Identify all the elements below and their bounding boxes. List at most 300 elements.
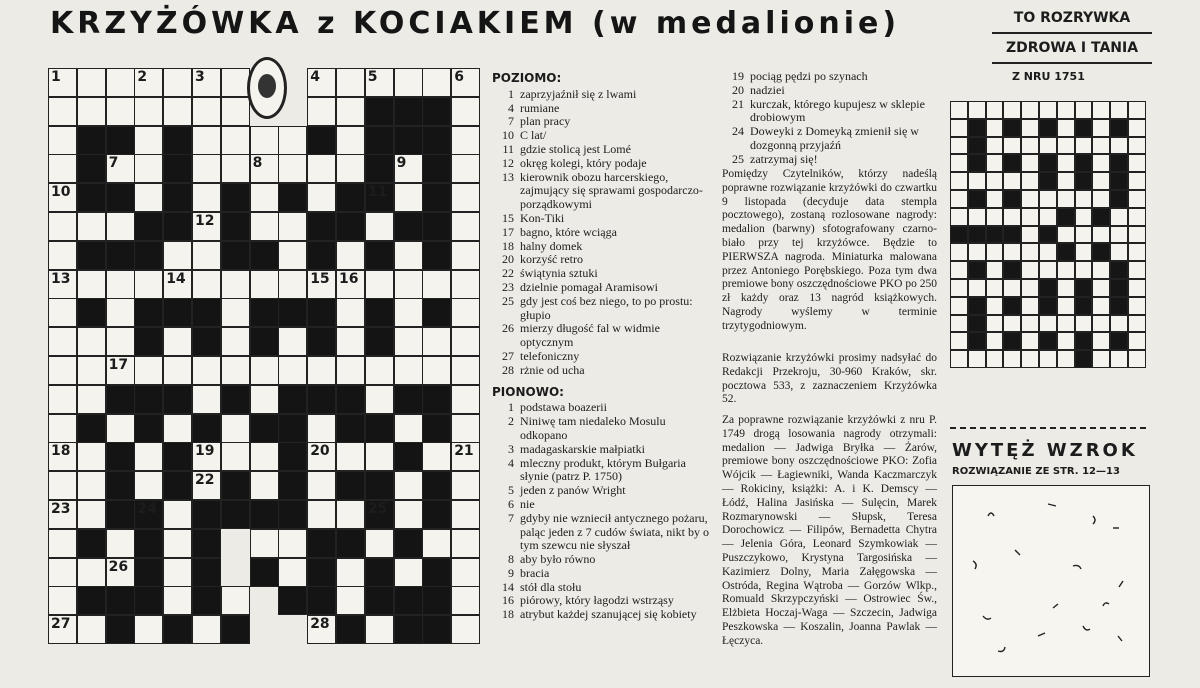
solution-cell: [950, 208, 968, 226]
grid-cell[interactable]: [250, 529, 279, 558]
grid-cell: [394, 212, 423, 241]
grid-number: 1: [51, 69, 61, 85]
grid-cell[interactable]: [134, 154, 163, 183]
grid-cell[interactable]: [192, 183, 221, 212]
solution-cell: [950, 119, 968, 137]
grid-cell[interactable]: [422, 356, 451, 385]
solution-cell: [968, 119, 986, 137]
grid-cell[interactable]: [48, 529, 77, 558]
tagline-line: TO ROZRYWKA: [992, 4, 1152, 34]
grid-cell[interactable]: [422, 442, 451, 471]
solution-cell: [1075, 315, 1093, 333]
solution-cell: [1057, 208, 1075, 226]
grid-cell: [336, 471, 365, 500]
grid-cell[interactable]: [192, 615, 221, 644]
grid-cell[interactable]: [134, 471, 163, 500]
grid-cell[interactable]: [394, 68, 423, 97]
solution-cell: [968, 172, 986, 190]
solution-cell: [1110, 243, 1128, 261]
clue-item: [492, 581, 714, 595]
grid-number: 22: [195, 472, 215, 489]
grid-cell[interactable]: [106, 97, 135, 126]
grid-cell[interactable]: [134, 126, 163, 155]
clue-number: 13: [502, 169, 514, 184]
grid-cell[interactable]: [278, 241, 307, 270]
grid-cell[interactable]: [451, 385, 480, 414]
solution-cell: [986, 190, 1004, 208]
grid-cell: [77, 414, 106, 443]
grid-cell[interactable]: [77, 442, 106, 471]
clue-number: 24: [732, 124, 744, 139]
grid-cell[interactable]: [250, 442, 279, 471]
grid-cell[interactable]: [278, 154, 307, 183]
grid-cell: [221, 558, 250, 587]
clue-number: 22: [502, 266, 514, 281]
solution-cell: [986, 208, 1004, 226]
clue-item: [492, 240, 714, 254]
grid-cell: [250, 241, 279, 270]
grid-cell[interactable]: [221, 356, 250, 385]
grid-cell[interactable]: [134, 356, 163, 385]
grid-cell[interactable]: [77, 212, 106, 241]
solution-cell: [1057, 119, 1075, 137]
clue-item: [722, 70, 937, 84]
clue-number: 8: [508, 552, 514, 567]
grid-cell[interactable]: [106, 298, 135, 327]
grid-cell[interactable]: [307, 97, 336, 126]
winners-list: Za poprawne rozwiązanie krzyżówki z nru P. 1749 drogą losowania nagrody otrzymali: medalion — Jadwiga Bryłka — Żarów, premiowe bony oszczędnościowe PKO: Zofia Wójcik — Łagiewniki, Wanda Kaczmarczyk — Rokiciny, książki: A. i K. Demscy — Łódź, Halina Jasińska — Sulęcin, Marek Rozmarynowski — Słupsk, Teresa Dorochowicz — Filipów, Bernadetta Chytra — Jelenia Góra, Leonard Szymkowiak — Puszczykowo, Krystyna Targosińska — Kazimierz Dolny, Maria Załęgowska — Ostróda, Regina Wątroba — Gorzów Wlkp., Romuald Skrzypczyński — Ostrowiec Św., Elżbieta Hoczaj-Waga — Szczecin, Jadwiga Peszkowska — Koszalin, Joanna Pawlak — Łęczyca.: [722, 414, 937, 647]
grid-cell[interactable]: [365, 615, 394, 644]
grid-cell[interactable]: [250, 471, 279, 500]
grid-cell[interactable]: [48, 154, 77, 183]
grid-cell[interactable]: [134, 615, 163, 644]
grid-cell[interactable]: [134, 97, 163, 126]
solution-cell: [1128, 208, 1146, 226]
grid-cell[interactable]: [394, 327, 423, 356]
clue-text: plan pracy: [520, 114, 571, 129]
clue-text: Kon-Tiki: [520, 210, 565, 225]
grid-cell: [192, 529, 221, 558]
grid-cell[interactable]: [221, 298, 250, 327]
clue-item: [492, 567, 714, 581]
grid-cell[interactable]: [163, 327, 192, 356]
grid-cell[interactable]: [77, 615, 106, 644]
grid-number: 23: [51, 501, 71, 517]
grid-cell[interactable]: [394, 298, 423, 327]
grid-cell[interactable]: [365, 270, 394, 299]
grid-cell[interactable]: [278, 126, 307, 155]
grid-cell[interactable]: [221, 154, 250, 183]
grid-cell[interactable]: [278, 558, 307, 587]
solution-cell: [1110, 332, 1128, 350]
grid-cell: [365, 154, 394, 183]
clue-text: telefoniczny: [520, 348, 580, 363]
grid-cell[interactable]: [336, 586, 365, 615]
grid-cell[interactable]: [336, 126, 365, 155]
grid-cell[interactable]: [307, 414, 336, 443]
grid-cell[interactable]: [192, 356, 221, 385]
solution-cell: [1021, 137, 1039, 155]
grid-cell[interactable]: [336, 241, 365, 270]
grid-cell[interactable]: [307, 500, 336, 529]
grid-cell: [336, 183, 365, 212]
clue-text: stół dla stołu: [520, 579, 582, 594]
grid-cell[interactable]: [163, 241, 192, 270]
solution-cell: [1110, 190, 1128, 208]
solution-cell: [1003, 297, 1021, 315]
clue-text: rżnie od ucha: [520, 362, 585, 377]
grid-cell: [221, 183, 250, 212]
grid-cell[interactable]: [394, 270, 423, 299]
grid-cell: [422, 154, 451, 183]
clue-text: atrybut każdej szanującej się kobiety: [520, 607, 697, 622]
clue-number: 21: [732, 96, 744, 111]
solution-cell: [968, 190, 986, 208]
grid-cell: [365, 327, 394, 356]
solution-cell: [1128, 190, 1146, 208]
grid-cell: [307, 529, 336, 558]
grid-cell[interactable]: [451, 529, 480, 558]
medallion: [247, 57, 287, 119]
grid-cell[interactable]: [221, 586, 250, 615]
solution-cell: [968, 208, 986, 226]
solution-cell: [986, 119, 1004, 137]
grid-cell: [336, 414, 365, 443]
solution-cell: [1021, 119, 1039, 137]
grid-number: 10: [51, 184, 71, 201]
clue-number: 3: [508, 441, 514, 456]
clue-text: piórowy, który łagodzi wstrząsy: [520, 593, 674, 608]
grid-cell[interactable]: [365, 356, 394, 385]
grid-cell[interactable]: [192, 97, 221, 126]
grid-cell[interactable]: [278, 356, 307, 385]
solution-cell: [1039, 208, 1057, 226]
grid-cell[interactable]: [48, 385, 77, 414]
clue-text: nadziei: [750, 82, 785, 97]
grid-cell[interactable]: [250, 212, 279, 241]
grid-cell: [77, 586, 106, 615]
solution-cell: [1092, 208, 1110, 226]
grid-cell[interactable]: [192, 241, 221, 270]
grid-cell[interactable]: [163, 97, 192, 126]
grid-number: 18: [51, 443, 71, 460]
grid-cell: [77, 126, 106, 155]
solution-cell: [1057, 190, 1075, 208]
clue-item: [492, 443, 714, 457]
grid-cell[interactable]: [48, 241, 77, 270]
grid-cell[interactable]: [221, 68, 250, 97]
grid-cell[interactable]: [48, 298, 77, 327]
grid-number: 19: [195, 443, 215, 460]
grid-cell[interactable]: [451, 212, 480, 241]
grid-number: 8: [252, 155, 263, 172]
grid-number: 28: [310, 616, 330, 633]
solution-cell: [1003, 101, 1021, 119]
grid-cell[interactable]: [192, 154, 221, 183]
grid-cell[interactable]: [77, 558, 106, 587]
grid-cell[interactable]: [134, 442, 163, 471]
grid-cell[interactable]: [106, 270, 135, 299]
grid-cell[interactable]: [451, 97, 480, 126]
solution-cell: [986, 350, 1004, 368]
clue-item: [492, 226, 714, 240]
grid-cell[interactable]: [77, 97, 106, 126]
grid-cell[interactable]: [77, 385, 106, 414]
grid-cell[interactable]: [77, 471, 106, 500]
grid-cell[interactable]: [422, 327, 451, 356]
grid-cell[interactable]: [278, 212, 307, 241]
grid-cell[interactable]: [221, 414, 250, 443]
grid-cell: [394, 442, 423, 471]
grid-cell[interactable]: [106, 327, 135, 356]
clue-text: korzyść retro: [520, 252, 583, 267]
clue-text: mleczny produkt, którym Bułgaria słynie (patrz P. 1750): [520, 455, 686, 484]
grid-cell[interactable]: [336, 154, 365, 183]
solution-cell: [1021, 172, 1039, 190]
solution-cell: [986, 243, 1004, 261]
grid-cell[interactable]: [278, 327, 307, 356]
grid-cell[interactable]: [451, 154, 480, 183]
grid-number: 6: [454, 69, 464, 85]
clue-number: 20: [502, 252, 514, 267]
solution-cell: [1128, 315, 1146, 333]
grid-cell[interactable]: [163, 356, 192, 385]
grid-cell: [307, 212, 336, 241]
grid-cell[interactable]: [394, 414, 423, 443]
grid-cell[interactable]: [278, 529, 307, 558]
grid-cell: [422, 97, 451, 126]
grid-cell[interactable]: [192, 385, 221, 414]
grid-cell[interactable]: [451, 270, 480, 299]
grid-cell[interactable]: [451, 500, 480, 529]
solution-cell: [1092, 226, 1110, 244]
grid-cell[interactable]: [451, 414, 480, 443]
solution-cell: [1057, 172, 1075, 190]
clue-number: 19: [732, 69, 744, 83]
grid-cell: [77, 154, 106, 183]
grid-cell[interactable]: [106, 414, 135, 443]
grid-number: 27: [51, 616, 71, 633]
grid-cell: [106, 126, 135, 155]
grid-cell[interactable]: [250, 183, 279, 212]
grid-cell[interactable]: [48, 414, 77, 443]
grid-cell[interactable]: [48, 126, 77, 155]
grid-cell[interactable]: [451, 356, 480, 385]
solution-cell: [1021, 208, 1039, 226]
grid-cell[interactable]: [163, 529, 192, 558]
grid-cell[interactable]: [394, 471, 423, 500]
grid-cell[interactable]: [451, 126, 480, 155]
grid-cell[interactable]: [163, 558, 192, 587]
grid-cell[interactable]: [394, 183, 423, 212]
grid-cell[interactable]: [192, 270, 221, 299]
grid-cell[interactable]: [48, 586, 77, 615]
grid-cell[interactable]: [106, 529, 135, 558]
grid-cell: [422, 385, 451, 414]
grid-cell[interactable]: [422, 68, 451, 97]
clue-item: [492, 115, 714, 129]
grid-cell[interactable]: [451, 327, 480, 356]
grid-cell[interactable]: [394, 500, 423, 529]
grid-cell[interactable]: [77, 68, 106, 97]
grid-cell: [163, 615, 192, 644]
grid-cell[interactable]: [394, 558, 423, 587]
solution-cell: [1092, 154, 1110, 172]
grid-cell[interactable]: [394, 241, 423, 270]
divider: [950, 427, 1150, 429]
solution-cell: [1092, 332, 1110, 350]
grid-cell[interactable]: [336, 298, 365, 327]
grid-cell: [422, 241, 451, 270]
clue-text: rumiane: [520, 100, 560, 115]
clue-item: [492, 295, 714, 323]
grid-cell[interactable]: [278, 270, 307, 299]
clue-item: [492, 88, 714, 102]
grid-cell[interactable]: [163, 68, 192, 97]
grid-cell[interactable]: [336, 442, 365, 471]
grid-cell[interactable]: [365, 442, 394, 471]
grid-cell: [134, 586, 163, 615]
grid-cell[interactable]: [422, 529, 451, 558]
solution-cell: [950, 243, 968, 261]
grid-cell[interactable]: [48, 327, 77, 356]
grid-cell[interactable]: [307, 183, 336, 212]
grid-cell[interactable]: [163, 414, 192, 443]
tagline: [992, 4, 1152, 64]
solution-cell: [1057, 243, 1075, 261]
clue-text: jeden z panów Wright: [520, 483, 626, 498]
grid-cell: [365, 241, 394, 270]
solution-cell: [1128, 297, 1146, 315]
grid-cell[interactable]: [48, 356, 77, 385]
solution-cell: [1075, 297, 1093, 315]
solution-cell: [1075, 137, 1093, 155]
grid-cell[interactable]: [163, 586, 192, 615]
grid-cell[interactable]: [336, 97, 365, 126]
solution-cell: [1110, 208, 1128, 226]
clue-text: gdyby nie wzniecił antycznego pożaru, paląc jeden z 7 cudów świata, nikt by o tym szewcu nie słyszał: [520, 510, 709, 553]
grid-cell[interactable]: [221, 126, 250, 155]
clue-item: [492, 350, 714, 364]
crossword-title: KRZYŻÓWKA z KOCIAKIEM (w medalionie): [50, 6, 901, 41]
solution-cell: [1003, 172, 1021, 190]
grid-cell[interactable]: [48, 212, 77, 241]
grid-cell[interactable]: [221, 97, 250, 126]
grid-cell: [106, 183, 135, 212]
clue-number: 1: [508, 400, 514, 415]
grid-cell[interactable]: [365, 529, 394, 558]
grid-cell[interactable]: [336, 558, 365, 587]
grid-cell[interactable]: [163, 500, 192, 529]
submission-info: Rozwiązanie krzyżówki prosimy nadsyłać do Redakcji Przekroju, 30-960 Kraków, skr. pocztowa 533, z zaznaczeniem Krzyżówka 52.: [722, 352, 937, 406]
grid-cell[interactable]: [77, 356, 106, 385]
grid-cell[interactable]: [336, 500, 365, 529]
grid-cell[interactable]: [336, 68, 365, 97]
solution-cell: [1039, 172, 1057, 190]
clue-item: [492, 171, 714, 212]
grid-cell: [163, 298, 192, 327]
grid-cell[interactable]: [106, 212, 135, 241]
grid-cell: [307, 298, 336, 327]
grid-cell[interactable]: [336, 356, 365, 385]
grid-cell[interactable]: [250, 126, 279, 155]
grid-cell[interactable]: [134, 183, 163, 212]
grid-cell[interactable]: [451, 471, 480, 500]
solution-cell: [1092, 350, 1110, 368]
grid-cell[interactable]: [48, 471, 77, 500]
grid-cell[interactable]: [77, 500, 106, 529]
clue-number: 25: [502, 293, 514, 308]
solution-cell: [950, 154, 968, 172]
grid-cell: [163, 442, 192, 471]
solution-cell: [950, 226, 968, 244]
grid-cell[interactable]: [451, 558, 480, 587]
clues-column-1: [492, 70, 714, 622]
grid-cell[interactable]: [422, 270, 451, 299]
grid-cell[interactable]: [221, 442, 250, 471]
solution-cell: [1075, 332, 1093, 350]
grid-cell[interactable]: [307, 471, 336, 500]
grid-cell[interactable]: [451, 586, 480, 615]
solution-cell: [1003, 154, 1021, 172]
grid-cell[interactable]: [336, 327, 365, 356]
solution-cell: [986, 261, 1004, 279]
grid-cell: [278, 414, 307, 443]
grid-cell[interactable]: [250, 385, 279, 414]
grid-cell[interactable]: [221, 327, 250, 356]
grid-number: 25: [367, 501, 388, 517]
grid-cell[interactable]: [250, 270, 279, 299]
solution-cell: [1128, 119, 1146, 137]
clue-number: 7: [508, 510, 514, 525]
clue-text: kurczak, którego kupujesz w sklepie drobiowym: [750, 96, 925, 125]
solution-cell: [1039, 243, 1057, 261]
grid-cell[interactable]: [307, 154, 336, 183]
grid-cell[interactable]: [394, 356, 423, 385]
grid-cell[interactable]: [451, 615, 480, 644]
grid-cell: [422, 414, 451, 443]
grid-cell[interactable]: [451, 183, 480, 212]
grid-cell[interactable]: [106, 68, 135, 97]
grid-cell[interactable]: [250, 356, 279, 385]
grid-cell: [250, 298, 279, 327]
grid-cell: [278, 298, 307, 327]
grid-cell[interactable]: [365, 212, 394, 241]
grid-number: 2: [137, 69, 148, 85]
grid-cell[interactable]: [192, 126, 221, 155]
clue-number: 27: [502, 348, 514, 363]
clue-number: 15: [502, 210, 514, 225]
grid-cell[interactable]: [221, 270, 250, 299]
tagline-line: ZDROWA I TANIA: [992, 34, 1152, 64]
solution-cell: [1003, 350, 1021, 368]
grid-cell[interactable]: [451, 241, 480, 270]
grid-cell: [250, 586, 279, 615]
grid-cell: [278, 615, 307, 644]
grid-cell[interactable]: [77, 270, 106, 299]
grid-cell: [307, 241, 336, 270]
grid-cell[interactable]: [451, 298, 480, 327]
grid-cell[interactable]: [48, 97, 77, 126]
grid-cell: [134, 529, 163, 558]
grid-cell[interactable]: [134, 270, 163, 299]
grid-cell[interactable]: [307, 356, 336, 385]
grid-cell[interactable]: [365, 385, 394, 414]
grid-cell[interactable]: [48, 558, 77, 587]
solution-cell: [1003, 119, 1021, 137]
solution-cell: [968, 243, 986, 261]
grid-cell[interactable]: [77, 327, 106, 356]
